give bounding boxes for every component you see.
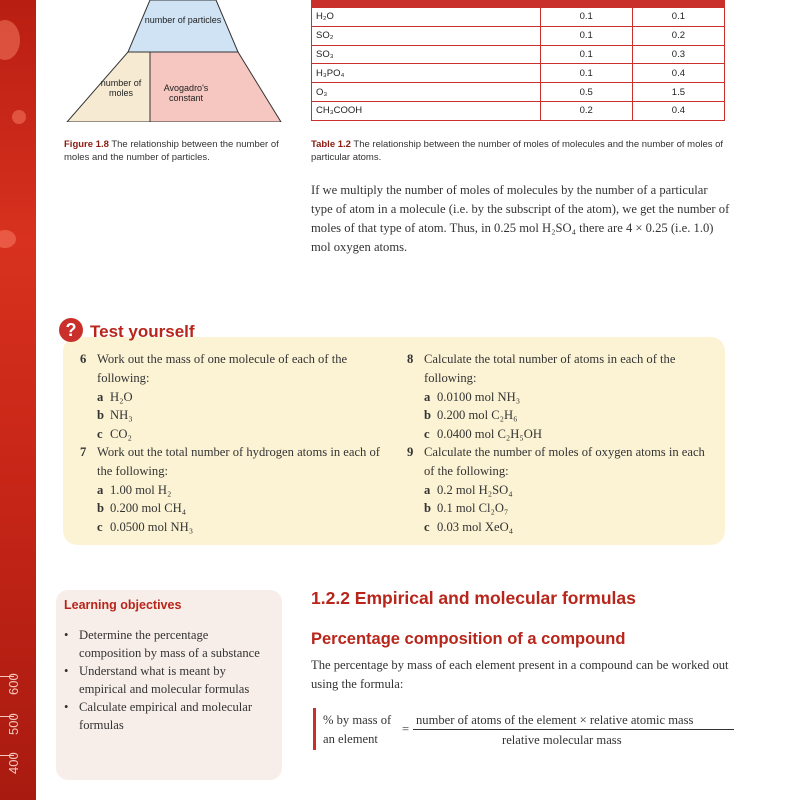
table-cell-moles: 0.1	[540, 26, 632, 45]
table-cell-moles: 0.1	[540, 8, 632, 27]
pyramid-left-label: number of moles	[100, 78, 142, 98]
table-row	[312, 26, 725, 45]
question-number: 8	[407, 352, 414, 366]
subsection-heading: Percentage composition of a compound	[311, 630, 626, 648]
question-mark-icon: ?	[59, 318, 83, 342]
formula-lhs-line2: an element	[323, 732, 378, 746]
test-yourself-title: Test yourself	[90, 322, 195, 341]
table-cell-atoms: 0.1	[632, 8, 724, 27]
question-option: b 0.200 mol C₂H₆	[424, 408, 518, 423]
table-cell-moles: 0.5	[540, 83, 632, 102]
formula-numerator: number of atoms of the element × relative atomic mass	[416, 713, 694, 727]
table-cell-atoms: 0.2	[632, 26, 724, 45]
table-cell-atoms: 0.3	[632, 45, 724, 64]
table-cell-formula: O₃	[312, 83, 541, 102]
table-cell-moles: 0.1	[540, 64, 632, 83]
figure-caption-text: The relationship between the number of moles and the number of particles.	[64, 139, 279, 163]
question-option: c 0.03 mol XeO₄	[424, 520, 514, 535]
ruler-label: 600	[6, 673, 21, 695]
question-stem: Work out the total number of hydrogen atoms in each of the following:	[97, 445, 380, 478]
question-stem: Calculate the number of moles of oxygen atoms in each of the following:	[424, 445, 705, 478]
formula-fraction-bar	[413, 729, 734, 730]
question-option: b 0.1 mol Cl₂O₇	[424, 501, 509, 516]
table-row	[312, 64, 725, 83]
table-cell-formula: CH₃COOH	[312, 101, 541, 120]
list-item: • Understand what is meant by empirical and molecular formulas	[62, 662, 262, 698]
ruler-label: 500	[6, 713, 21, 735]
formula-denominator: relative molecular mass	[502, 733, 622, 747]
learning-objectives-list	[62, 626, 262, 734]
table-row	[312, 8, 725, 27]
question-8	[407, 350, 717, 444]
table-caption-text: The relationship between the number of moles of molecules and the number of moles of particular atoms.	[311, 139, 724, 163]
list-item: • Calculate empirical and molecular formulas	[62, 698, 262, 734]
table-label: Table 1.2	[311, 139, 351, 150]
table-cell-atoms: 0.4	[632, 64, 724, 83]
question-6	[80, 350, 390, 444]
explanation-paragraph: If we multiply the number of moles of molecules by the number of a particular type of atom in a molecule (i.e. by the subscript of the atom), we get the number of moles of that type of atom. Thus, in 0.25 mol H₂SO₄ there are 4 × 0.25 (i.e. 1.0) mol oxygen atoms.	[311, 183, 730, 254]
section-heading: 1.2.2 Empirical and molecular formulas	[311, 588, 636, 608]
figure-label: Figure 1.8	[64, 139, 109, 150]
table-row	[312, 101, 725, 120]
question-option: b 0.200 mol CH₄	[97, 501, 187, 516]
table-cell-atoms: 1.5	[632, 83, 724, 102]
formula-lhs-line1: % by mass of	[323, 713, 392, 727]
pyramid-right-label: Avogadro's constant	[163, 83, 209, 103]
pyramid-top-segment	[128, 0, 238, 52]
table-cell-moles: 0.1	[540, 45, 632, 64]
question-option: b NH₃	[97, 408, 133, 423]
page-margin-strip	[0, 0, 36, 800]
table-cell-formula: H₂O	[312, 8, 541, 27]
question-option: c CO₂	[97, 427, 132, 442]
table-header-row	[312, 1, 725, 8]
pyramid-top-label: number of particles	[144, 15, 222, 25]
question-option: a 1.00 mol H₂	[97, 482, 172, 497]
mole-pyramid-figure	[64, 0, 284, 122]
formula-equals: =	[402, 722, 410, 736]
table-caption	[311, 138, 731, 164]
question-option: a 0.2 mol H₂SO₄	[424, 482, 513, 497]
question-option: c 0.0400 mol C₂H₅OH	[424, 427, 542, 442]
learning-objectives-title: Learning objectives	[64, 598, 182, 612]
table-cell-formula: SO₂	[312, 26, 541, 45]
formula-accent-bar	[313, 708, 316, 750]
ruler-label: 400	[6, 752, 21, 774]
question-number: 6	[80, 352, 87, 366]
table-cell-moles: 0.2	[540, 101, 632, 120]
table-cell-atoms: 0.4	[632, 101, 724, 120]
moles-table	[311, 0, 725, 121]
question-number: 9	[407, 445, 414, 459]
list-item: • Determine the percentage composition by mass of a substance	[62, 626, 262, 662]
question-stem: Work out the mass of one molecule of each of the following:	[97, 352, 348, 385]
table-row	[312, 45, 725, 64]
table-row	[312, 83, 725, 102]
question-stem: Calculate the total number of atoms in each of the following:	[424, 352, 676, 385]
question-option: a H₂O	[97, 389, 133, 404]
figure-caption	[64, 138, 299, 164]
question-option: c 0.0500 mol NH₃	[97, 520, 194, 535]
section-paragraph: The percentage by mass of each element present in a compound can be worked out using the formula:	[311, 658, 729, 691]
question-7	[80, 443, 390, 537]
question-number: 7	[80, 445, 87, 459]
question-9	[407, 443, 717, 537]
table-cell-formula: H₃PO₄	[312, 64, 541, 83]
question-option: a 0.0100 mol NH₃	[424, 389, 521, 404]
table-cell-formula: SO₃	[312, 45, 541, 64]
